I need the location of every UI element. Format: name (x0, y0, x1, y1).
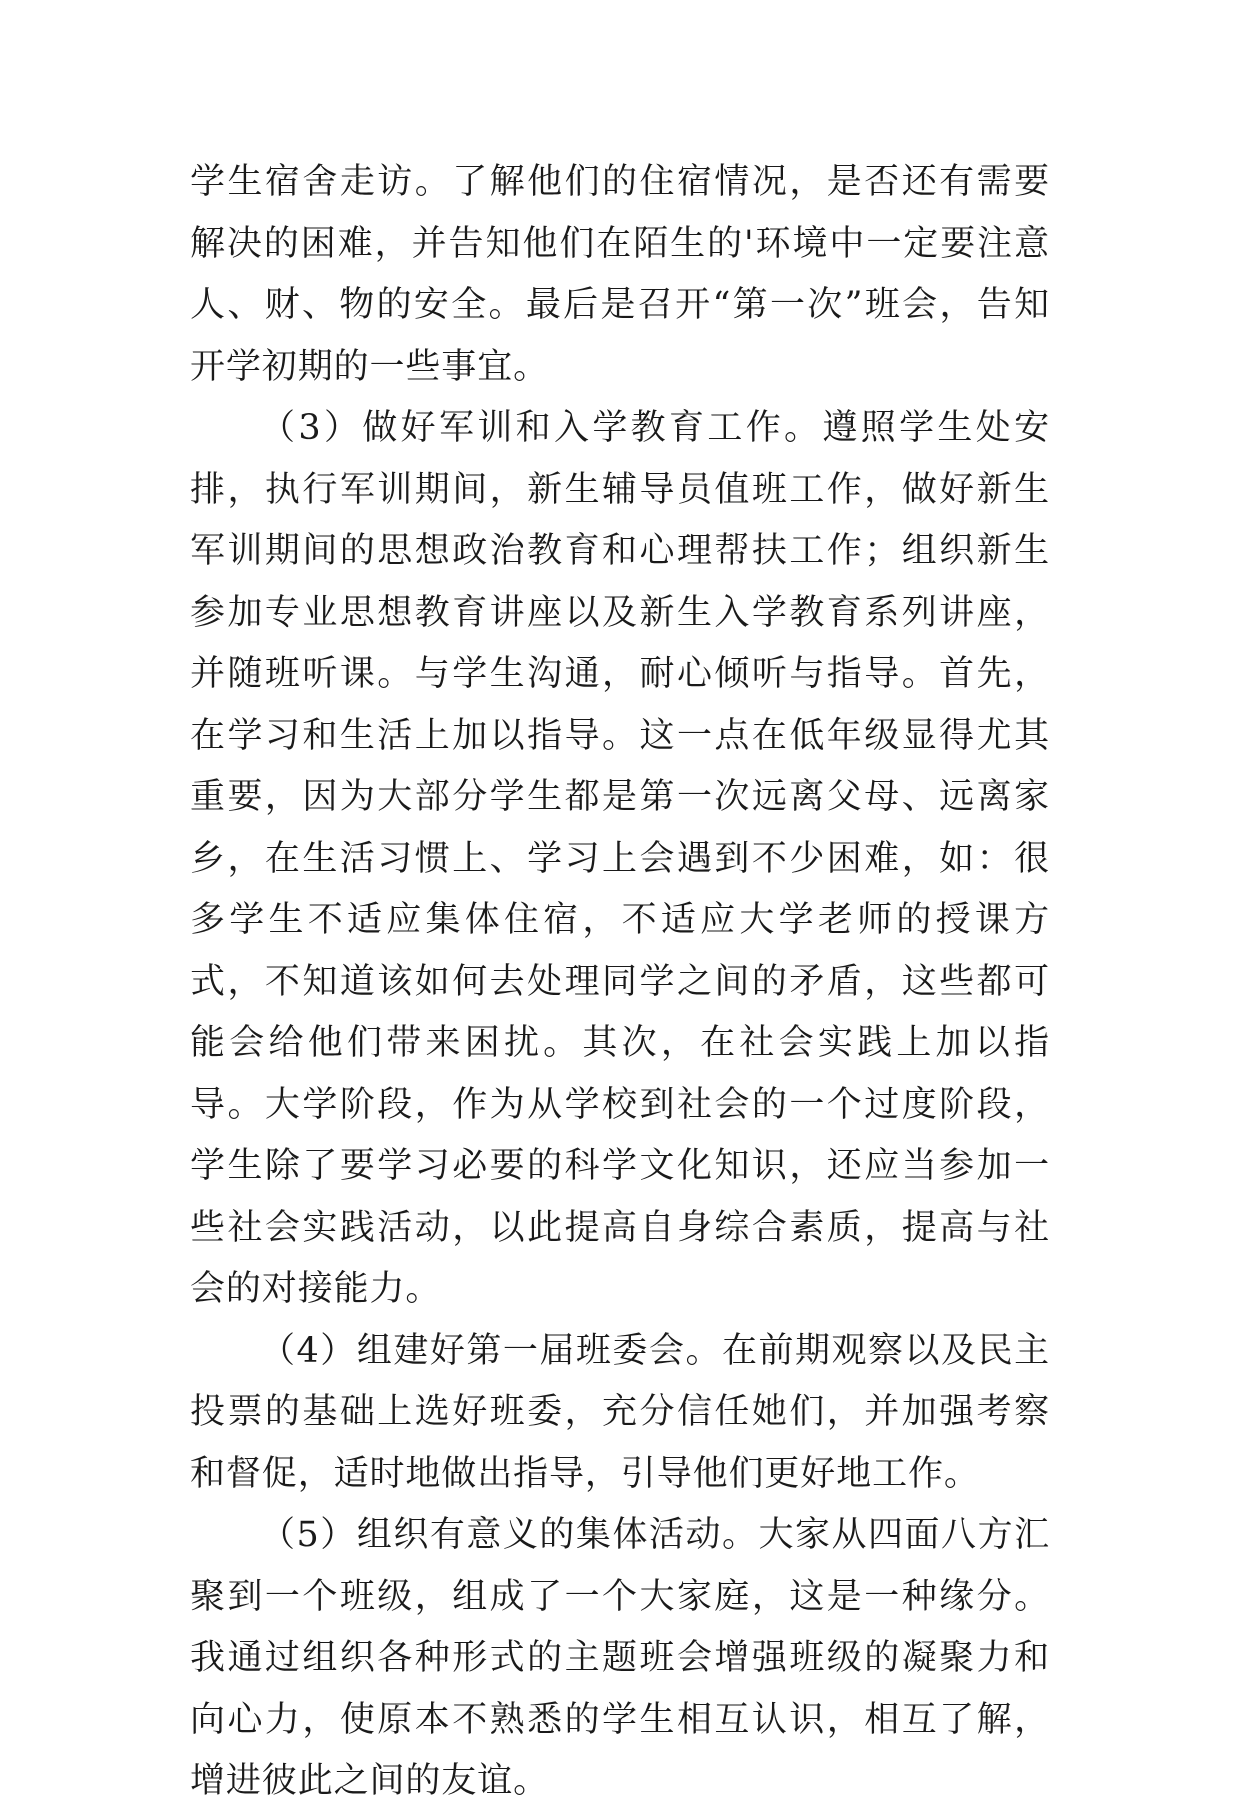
document-body (190, 152, 1050, 1813)
paragraph-dormitory-visit: 学生宿舍走访。了解他们的住宿情况，是否还有需要解决的困难，并告知他们在陌生的'环境中一定要注意人、财、物的安全。最后是召开“第一次”班会，告知开学初期的一些事宜。 (190, 162, 1050, 387)
paragraph-military-training: （3）做好军训和入学教育工作。遵照学生处安排，执行军训期间，新生辅导员值班工作，做好新生军训期间的思想政治教育和心理帮扶工作；组织新生参加专业思想教育讲座以及新生入学教育系列讲座，并随班听课。与学生沟通，耐心倾听与指导。首先，在学习和生活上加以指导。这一点在低年级显得尤其重要，因为大部分学生都是第一次远离父母、远离家乡，在生活习惯上、学习上会遇到不少困难，如：很多学生不适应集体住宿，不适应大学老师的授课方式，不知道该如何去处理同学之间的矛盾，这些都可能会给他们带来困扰。其次，在社会实践上加以指导。大学阶段，作为从学校到社会的一个过度阶段，学生除了要学习必要的科学文化知识，还应当参加一些社会实践活动，以此提高自身综合素质，提高与社会的对接能力。 (190, 408, 1050, 1309)
paragraph-collective-activities: （5）组织有意义的集体活动。大家从四面八方汇聚到一个班级，组成了一个大家庭，这是一种缘分。我通过组织各种形式的主题班会增强班级的凝聚力和向心力，使原本不熟悉的学生相互认识，相互了解，增进彼此之间的友谊。 (190, 1515, 1050, 1801)
paragraph-class-committee: （4）组建好第一届班委会。在前期观察以及民主投票的基础上选好班委，充分信任她们，并加强考察和督促，适时地做出指导，引导他们更好地工作。 (190, 1330, 1050, 1494)
